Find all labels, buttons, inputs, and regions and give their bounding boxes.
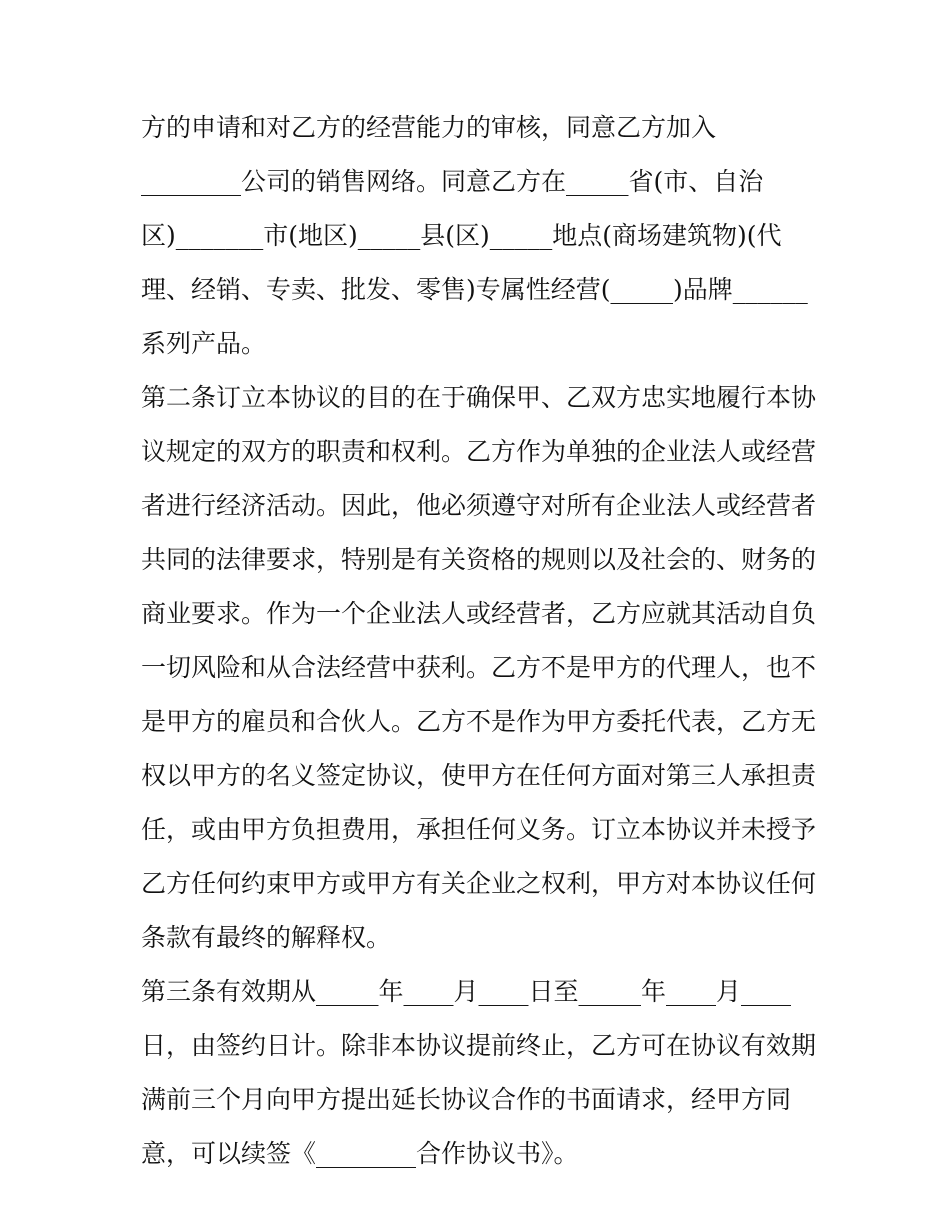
text-line: 是甲方的雇员和合伙人。乙方不是作为甲方委托代表，乙方无: [141, 707, 817, 736]
text-line: 乙方任何约束甲方或甲方有关企业之权利，甲方对本协议任何: [141, 869, 817, 898]
article-2-line: 第二条订立本协议的目的在于确保甲、乙双方忠实地履行本协: [141, 383, 817, 412]
text-line: 一切风险和从合法经营中获利。乙方不是甲方的代理人，也不: [141, 653, 817, 682]
text-line: 共同的法律要求，特别是有关资格的规则以及社会的、财务的: [141, 545, 817, 574]
text-line: 满前三个月向甲方提出延长协议合作的书面请求，经甲方同: [141, 1085, 792, 1114]
article-3-line: 第三条有效期从_____年____月____日至_____年____月____: [141, 977, 792, 1006]
text-line: ________公司的销售网络。同意乙方在_____省(市、自治: [141, 167, 764, 196]
document-body: [141, 108, 831, 1188]
text-line: 者进行经济活动。因此，他必须遵守对所有企业法人或经营者: [141, 491, 817, 520]
text-line: 方的申请和对乙方的经营能力的审核，同意乙方加入: [141, 113, 717, 142]
text-line: 议规定的双方的职责和权利。乙方作为单独的企业法人或经营: [141, 437, 817, 466]
text-line: 商业要求。作为一个企业法人或经营者，乙方应就其活动自负: [141, 599, 817, 628]
text-line: 区)_______市(地区)_____县(区)_____地点(商场建筑物)(代: [141, 221, 782, 250]
text-line: 理、经销、专卖、批发、零售)专属性经营(_____)品牌______: [141, 275, 808, 304]
text-line: 意，可以续签《________合作协议书》。: [141, 1139, 579, 1168]
text-line: 条款有最终的解释权。: [141, 923, 392, 952]
text-line: 系列产品。: [141, 329, 267, 358]
text-line: 任，或由甲方负担费用，承担任何义务。订立本协议并未授予: [141, 815, 817, 844]
text-line: 日，由签约日计。除非本协议提前终止，乙方可在协议有效期: [141, 1031, 817, 1060]
text-line: 权以甲方的名义签定协议，使甲方在任何方面对第三人承担责: [141, 761, 817, 790]
